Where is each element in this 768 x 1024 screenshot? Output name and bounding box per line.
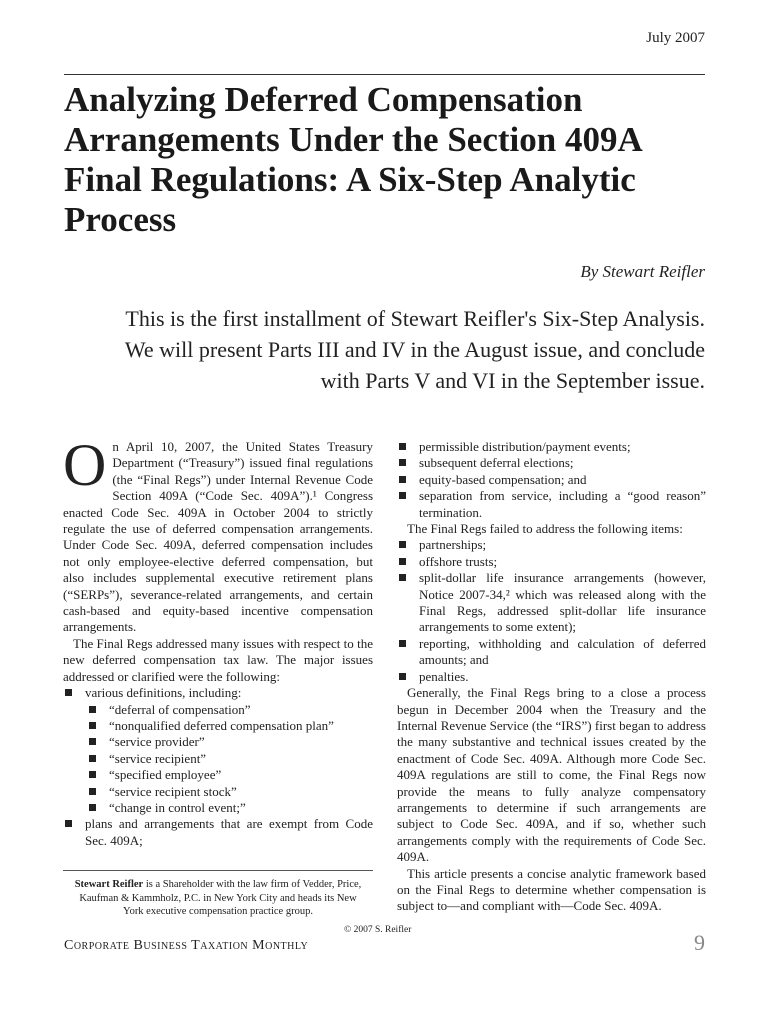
header-rule [64,74,705,75]
left-column [63,432,373,849]
list-item: offshore trusts; [397,554,706,570]
copyright-notice: © 2007 S. Reifler [344,925,412,935]
page-number: 9 [694,930,705,955]
list-item: partnerships; [397,537,706,553]
list-item: “change in control event;” [63,800,373,816]
journal-name: Corporate Business Taxation Monthly [64,938,309,953]
list-item: “service recipient” [63,751,373,767]
author-name: Stewart Reifler [74,879,144,890]
paragraph: The Final Regs addressed many issues with respect to the new deferred compensation tax law. The major issues addressed or clarified were the following: [63,635,373,684]
issues-list-continued [63,816,373,849]
list-item: split-dollar life insurance arrangements (however, Notice 2007-34,² which was released along with the Final Regs, addressed split-dollar life insurance arrangements to some extent); [397,570,706,636]
list-item: “service recipient stock” [63,784,373,800]
list-item: reporting, withholding and calculation of deferred amounts; and [397,636,706,669]
right-column [397,439,706,915]
footnote-rule [63,870,373,871]
drop-cap: O [63,432,107,498]
definitions-list [63,702,373,817]
list-item: permissible distribution/payment events; [397,439,706,455]
list-item: separation from service, including a “good reason” termination. [397,488,706,521]
issue-date: July 2007 [646,30,705,46]
list-item: plans and arrangements that are exempt from Code Sec. 409A; [63,816,373,849]
article-title: Analyzing Deferred Compensation Arrangements Under the Section 409A Final Regulations: A Six-Step Analytic Process [64,80,641,239]
intro-line: with Parts V and VI in the September issue. [320,368,705,393]
list-item: “nonqualified deferred compensation plan” [63,718,373,734]
list-item: equity-based compensation; and [397,472,706,488]
paragraph: Generally, the Final Regs bring to a close a process begun in December 2004 when the Treasury and the Internal Revenue Service (the “IRS”) first began to address the many substantive and technical issues created by the enactment of Code Sec. 409A. Although more Code Sec. 409A regulations are still to come, the Final Regs now provide the means to fully analyze compensatory arrangements to determine if such arrangements are subject to Code Sec. 409A, and if so, whether such arrangements comply with the requirements of Code Sec. 409A. [397,685,706,865]
unaddressed-list [397,537,706,685]
list-item: “specified employee” [63,767,373,783]
list-item: penalties. [397,669,706,685]
paragraph-text: n April 10, 2007, the United States Treasury Department (“Treasury”) issued final regulations (the “Final Regs”) under Internal Revenue Code Section 409A (“Code Sec. 409A”).¹ Congress enacted Code Sec. 409A in October 2004 to strictly regulate the use of deferred compensation arrangements. Under Code Sec. 409A, deferred compensation includes not only employee-elective deferred compensation, but also includes supplemental executive retirement plans (“SERPs”), severance-related arrangements, and certain cash-based and equity-based incentive compensation arrangements. [63,439,373,635]
intro-line: This is the first installment of Stewart Reifler's Six-Step Analysis. [125,306,705,331]
paragraph: This article presents a concise analytic framework based on the Final Regs to determine whether compensation is subject to—and compliant with—Code Sec. 409A. [397,865,706,914]
author-bio: is a Shareholder with the law firm of Vedder, Price, Kaufman & Kammholz, P.C. in New York City and heads its New York executive compensation practice group. [79,879,362,917]
list-item: “deferral of compensation” [63,702,373,718]
intro-blurb [64,303,705,396]
list-item-text: various definitions, including: [85,685,242,701]
list-item: subsequent deferral elections; [397,455,706,471]
list-item: “service provider” [63,734,373,750]
author-footnote [68,878,368,919]
byline: By Stewart Reifler [580,262,705,281]
issues-list-b [397,439,706,521]
paragraph: The Final Regs failed to address the following items: [407,521,683,537]
list-item [63,685,373,701]
paragraph [63,432,373,636]
intro-line: We will present Parts III and IV in the August issue, and conclude [124,337,705,362]
issues-list [63,685,373,701]
